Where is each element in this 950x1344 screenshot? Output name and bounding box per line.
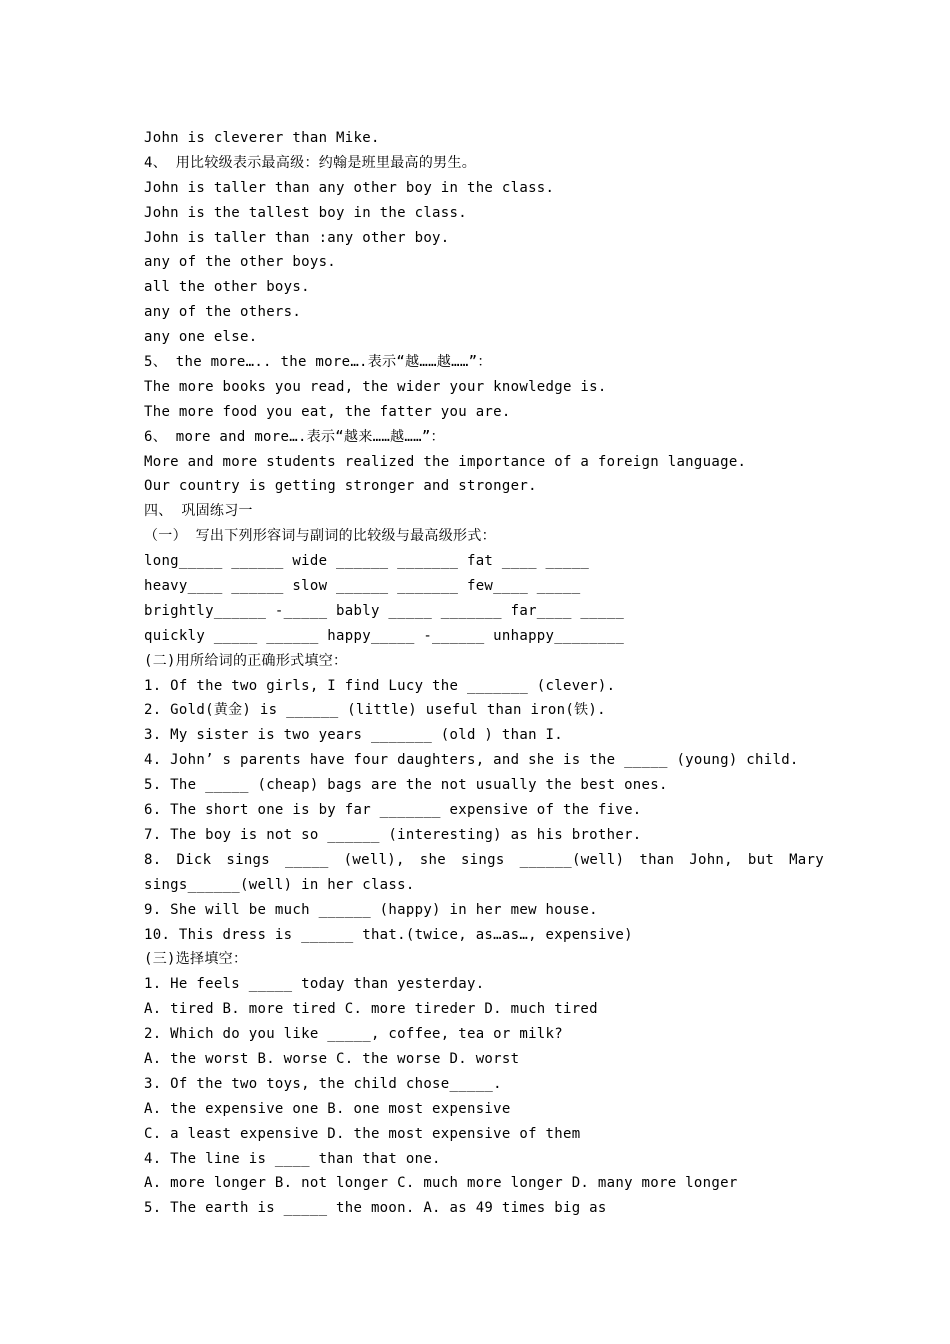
- text-line: any of the other boys.: [144, 254, 337, 271]
- text-line: John is taller than any other boy in the class.: [144, 179, 555, 196]
- question-line: 4. The line is ____ than that one.: [144, 1150, 441, 1167]
- exercise-item: 1. Of the two girls, I find Lucy the _______ (clever).: [144, 677, 616, 694]
- answer-options: A. the expensive one B. one most expensive: [144, 1100, 511, 1117]
- text-line: any one else.: [144, 329, 258, 346]
- document-body: [144, 126, 824, 1221]
- exercise-line: long_____ ______ wide ______ _______ fat ____ _____: [144, 553, 590, 570]
- section-heading: 4、 用比较级表示最高级：约翰是班里最高的男生。: [144, 154, 477, 171]
- answer-options: C. a least expensive D. the most expensive of them: [144, 1125, 581, 1142]
- answer-options: A. the worst B. worse C. the worse D. worst: [144, 1050, 520, 1067]
- answer-options: A. tired B. more tired C. more tireder D. much tired: [144, 1001, 598, 1018]
- subsection-heading: (二)用所给词的正确形式填空：: [144, 652, 348, 669]
- exercise-item-continued: sings______(well) in her class.: [144, 876, 415, 893]
- section-heading: 6、 more and more….表示“越来……越……”：: [144, 428, 445, 445]
- section-heading: 四、 巩固练习一: [144, 503, 253, 520]
- text-line: The more books you read, the wider your knowledge is.: [144, 378, 607, 395]
- exercise-line: brightly______ -_____ bably _____ _______ far____ _____: [144, 602, 625, 619]
- section-heading: 5、 the more….. the more….表示“越……越……”：: [144, 354, 492, 371]
- answer-options: A. more longer B. not longer C. much more longer D. many more longer: [144, 1175, 738, 1192]
- exercise-item: 3. My sister is two years _______ (old ) than I.: [144, 727, 563, 744]
- text-line: John is taller than :any other boy.: [144, 229, 450, 246]
- question-line: 5. The earth is _____ the moon. A. as 49 times big as: [144, 1200, 607, 1217]
- text-line: John is cleverer than Mike.: [144, 130, 380, 146]
- text-line: Our country is getting stronger and stronger.: [144, 478, 537, 495]
- text-line: John is the tallest boy in the class.: [144, 204, 467, 221]
- exercise-item: 2. Gold(黄金) is ______ (little) useful than iron(铁).: [144, 702, 606, 719]
- exercise-item: 6. The short one is by far _______ expensive of the five.: [144, 802, 642, 819]
- text-line: all the other boys.: [144, 279, 310, 296]
- question-line: 2. Which do you like _____, coffee, tea or milk?: [144, 1026, 563, 1043]
- subsection-heading: （一） 写出下列形容词与副词的比较级与最高级形式：: [144, 528, 496, 545]
- exercise-line: heavy____ ______ slow ______ _______ few____ _____: [144, 578, 581, 595]
- exercise-item: 9. She will be much ______ (happy) in her mew house.: [144, 901, 598, 918]
- question-line: 3. Of the two toys, the child chose_____.: [144, 1075, 502, 1092]
- exercise-item: 5. The _____ (cheap) bags are the not usually the best ones.: [144, 777, 668, 794]
- text-line: More and more students realized the importance of a foreign language.: [144, 453, 747, 470]
- exercise-item: 10. This dress is ______ that.(twice, as…as…, expensive): [144, 926, 633, 943]
- exercise-item: 7. The boy is not so ______ (interesting) as his brother.: [144, 826, 642, 843]
- text-line: any of the others.: [144, 304, 302, 321]
- exercise-item: 4. John’ s parents have four daughters, and she is the _____ (young) child.: [144, 752, 799, 769]
- question-line: 1. He feels _____ today than yesterday.: [144, 976, 485, 993]
- exercise-item: 8. Dick sings _____ (well), she sings ______(well) than John, but Mary: [144, 851, 824, 868]
- subsection-heading: (三)选择填空：: [144, 951, 248, 968]
- text-line: The more food you eat, the fatter you are.: [144, 403, 511, 420]
- exercise-line: quickly _____ ______ happy_____ -______ unhappy________: [144, 627, 625, 644]
